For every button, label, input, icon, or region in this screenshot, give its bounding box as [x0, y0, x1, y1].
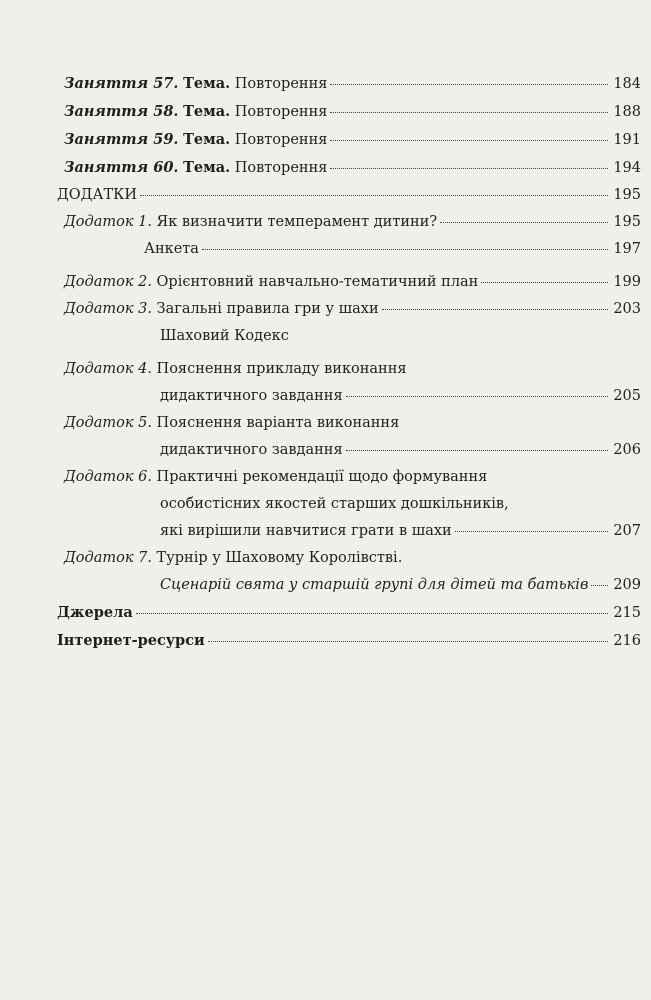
dot-leader	[440, 222, 608, 223]
internet-resources-heading: Інтернет-ресурси	[57, 632, 205, 649]
page-number: 205	[613, 388, 641, 404]
page-number: 199	[613, 274, 641, 290]
dot-leader	[202, 249, 608, 250]
toc-entry-appendix-1[interactable]	[64, 209, 641, 263]
appendix-label: Додаток 4.	[64, 361, 152, 377]
dot-leader	[330, 168, 608, 169]
appendix-label: Додаток 6.	[64, 469, 152, 485]
tema-label: Тема.	[183, 103, 231, 120]
page-number: 203	[613, 301, 641, 317]
dot-leader	[382, 309, 608, 310]
appendix-title-line-2: дидактичного завдання	[160, 388, 343, 404]
toc-entry-lesson-60[interactable]	[64, 154, 641, 182]
tema-label: Тема.	[183, 159, 231, 176]
dot-leader	[481, 282, 608, 283]
toc-entry-appendices[interactable]	[57, 182, 641, 209]
tema-label: Тема.	[183, 75, 231, 92]
toc-entry-sources[interactable]	[57, 599, 641, 627]
tema-label: Тема.	[183, 131, 231, 148]
appendix-subtitle: Анкета	[144, 241, 199, 257]
appendix-label: Додаток 1.	[64, 214, 152, 230]
dot-leader	[330, 140, 608, 141]
dot-leader	[208, 641, 608, 642]
lesson-title: Повторення	[234, 132, 328, 148]
page-number: 184	[613, 76, 641, 92]
appendices-heading: ДОДАТКИ	[57, 187, 137, 203]
lesson-label: Заняття 59.	[64, 131, 179, 148]
page-number: 216	[613, 633, 641, 649]
toc-entry-appendix-4[interactable]	[64, 356, 641, 410]
dot-leader	[140, 195, 608, 196]
appendix-label: Додаток 3.	[64, 301, 152, 317]
toc-entry-appendix-6[interactable]	[64, 464, 641, 545]
page-number: 215	[613, 605, 641, 621]
appendix-label: Додаток 2.	[64, 274, 152, 290]
appendix-title-line-1: Пояснення прикладу виконання	[156, 361, 407, 377]
page-number: 195	[613, 214, 641, 230]
page-number: 194	[613, 160, 641, 176]
toc-entry-lesson-57[interactable]	[64, 70, 641, 98]
lesson-title: Повторення	[234, 104, 328, 120]
page-number: 191	[613, 132, 641, 148]
appendix-title-line-2: Сценарій свята у старшій групі для дітей та батьків	[160, 577, 589, 593]
appendix-title-line-2: особистісних якостей старших дошкільників,	[160, 496, 509, 512]
lesson-label: Заняття 58.	[64, 103, 179, 120]
toc-entry-lesson-58[interactable]	[64, 98, 641, 126]
sources-heading: Джерела	[57, 604, 133, 621]
dot-leader	[330, 84, 608, 85]
appendix-title-line-1: Практичні рекомендації щодо формування	[156, 469, 488, 485]
appendix-title-line-3: які вирішили навчитися грати в шахи	[160, 523, 452, 539]
appendix-title: Орієнтовний навчально-тематичний план	[156, 274, 479, 290]
page-number: 197	[613, 241, 641, 257]
lesson-label: Заняття 60.	[64, 159, 179, 176]
toc-entry-lesson-59[interactable]	[64, 126, 641, 154]
appendix-title-line-1: Турнір у Шаховому Королівстві.	[156, 550, 403, 566]
page-number: 207	[613, 523, 641, 539]
toc-entry-appendix-2[interactable]	[64, 269, 641, 296]
toc-entry-appendix-3[interactable]	[64, 296, 641, 350]
appendix-title-line-2: дидактичного завдання	[160, 442, 343, 458]
appendix-subtitle: Шаховий Кодекс	[160, 328, 289, 344]
page-number: 206	[613, 442, 641, 458]
page-number: 195	[613, 187, 641, 203]
page-number: 209	[613, 577, 641, 593]
toc-entry-internet-resources[interactable]	[57, 627, 641, 655]
dot-leader	[346, 450, 608, 451]
dot-leader	[330, 112, 608, 113]
table-of-contents	[57, 70, 641, 655]
appendix-title: Загальні правила гри у шахи	[156, 301, 379, 317]
appendix-label: Додаток 5.	[64, 415, 152, 431]
dot-leader	[591, 585, 608, 586]
lesson-title: Повторення	[234, 76, 328, 92]
dot-leader	[136, 613, 608, 614]
lesson-label: Заняття 57.	[64, 75, 179, 92]
dot-leader	[346, 396, 608, 397]
appendix-title-line-1: Пояснення варіанта виконання	[156, 415, 400, 431]
toc-entry-appendix-7[interactable]	[64, 545, 641, 599]
appendix-title: Як визначити темперамент дитини?	[156, 214, 438, 230]
toc-entry-appendix-5[interactable]	[64, 410, 641, 464]
lesson-title: Повторення	[234, 160, 328, 176]
appendix-label: Додаток 7.	[64, 550, 152, 566]
dot-leader	[455, 531, 608, 532]
page-number: 188	[613, 104, 641, 120]
